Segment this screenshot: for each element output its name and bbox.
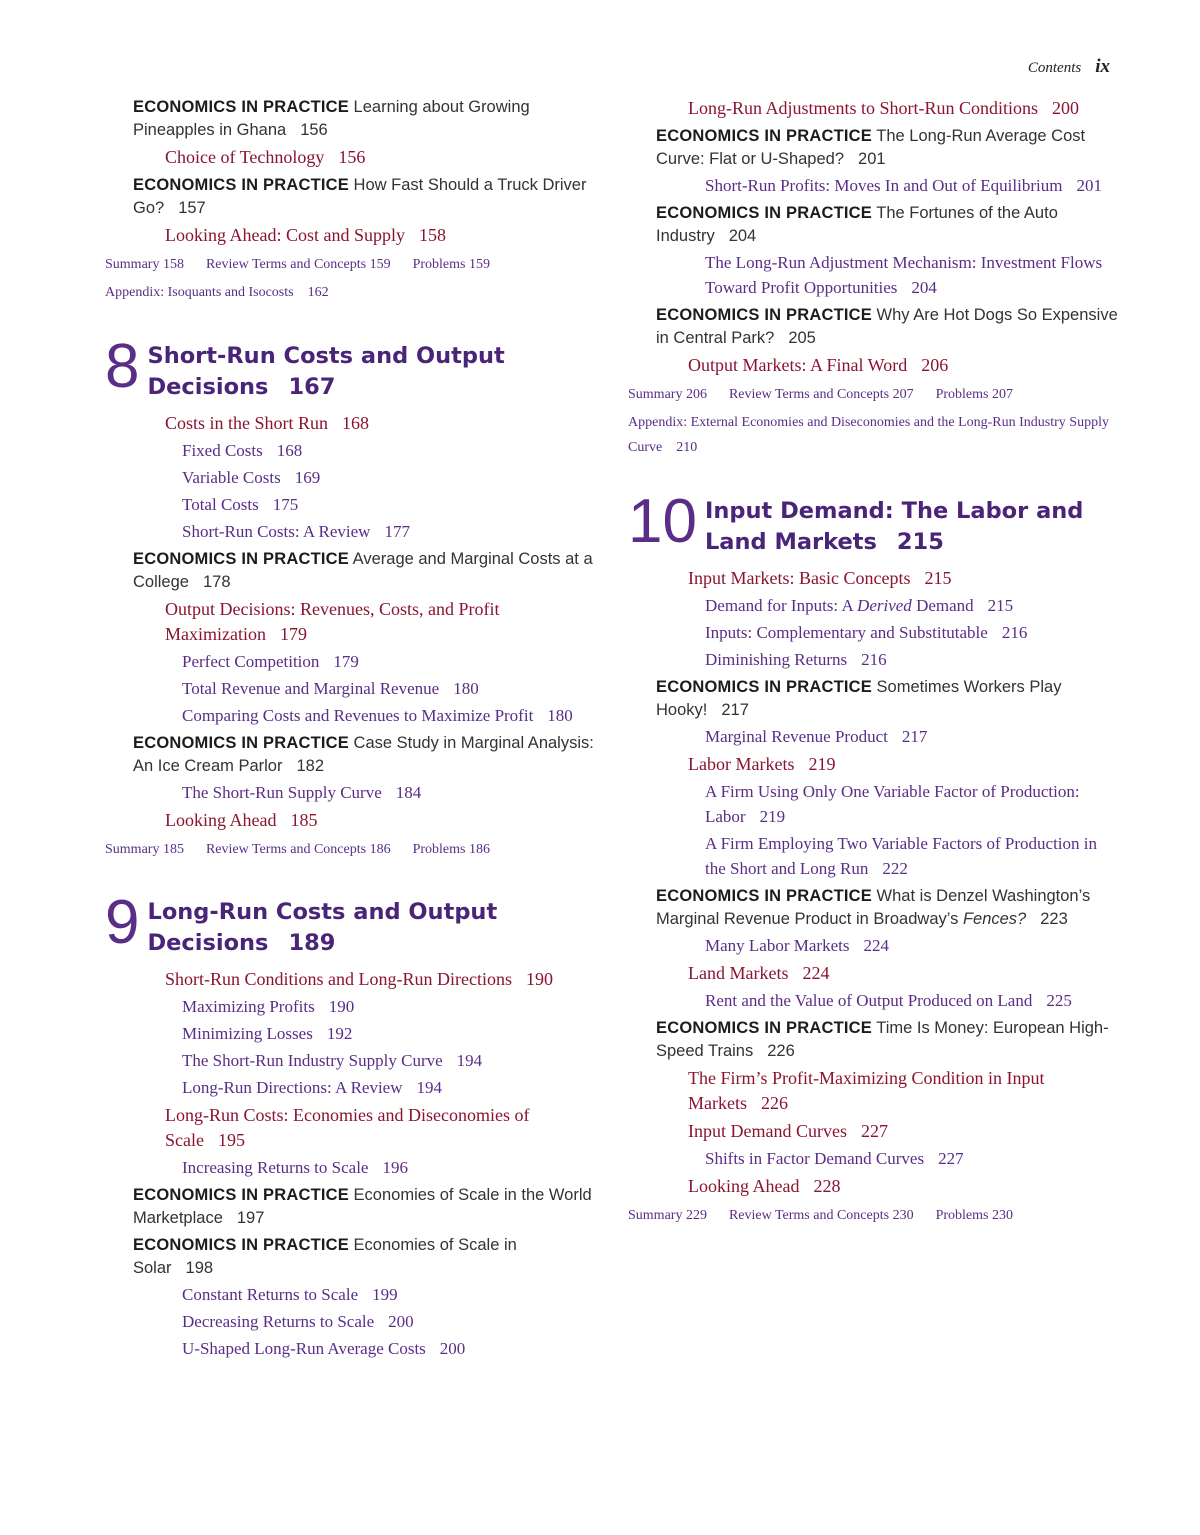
page-ref: 179 <box>333 652 359 671</box>
toc-subsection-entry[interactable] <box>182 1282 595 1307</box>
toc-section-entry[interactable] <box>165 223 595 248</box>
toc-section-entry[interactable] <box>688 566 1118 591</box>
entry-title: U-Shaped Long-Run Average Costs <box>182 1339 426 1358</box>
toc-section-entry[interactable] <box>165 597 595 647</box>
end-matter-link[interactable]: Summary 206 <box>628 387 707 402</box>
entry-title: Input Markets: Basic Concepts <box>688 568 911 588</box>
chapter-heading[interactable] <box>628 487 1118 558</box>
entry-title: Appendix: Isoquants and Isocosts <box>105 285 294 300</box>
page-ref: 215 <box>924 568 952 588</box>
chapter-title: Input Demand: The Labor and Land Markets <box>704 498 1084 555</box>
end-matter-link[interactable]: Review Terms and Concepts 159 <box>205 257 391 272</box>
chapter-end-matter <box>628 384 1118 406</box>
toc-section-entry[interactable] <box>688 1066 1118 1116</box>
page-ref: 158 <box>419 225 446 245</box>
toc-section-entry[interactable] <box>688 353 1118 378</box>
entry-title: Demand <box>911 596 974 615</box>
entry-title: A Firm Employing Two Variable Factors of Production in the Short and Long Run <box>705 834 1097 878</box>
entry-title: Rent and the Value of Output Produced on Land <box>705 991 1033 1010</box>
feature-tag: ECONOMICS IN PRACTICE <box>656 204 872 222</box>
page-ref: 194 <box>456 1051 483 1070</box>
end-matter-link[interactable]: Review Terms and Concepts 207 <box>728 387 914 402</box>
entry-title: Output Markets: A Final Word <box>688 355 908 375</box>
entry-title: What is Denzel Washington’s Marginal Revenue Product in Broadway’s <box>656 887 1091 928</box>
entry-title: Looking Ahead <box>165 810 277 830</box>
toc-right-column <box>628 96 1118 1227</box>
entry-title: Minimizing Losses <box>182 1024 313 1043</box>
toc-subsection-entry[interactable] <box>182 780 595 805</box>
toc-subsection-entry[interactable] <box>182 649 595 674</box>
page-ref: 227 <box>860 1121 888 1141</box>
entry-title: Economies of Scale in the World Marketplace <box>133 1186 592 1227</box>
chapter-number: 10 <box>628 487 697 556</box>
toc-section-entry[interactable] <box>688 961 1118 986</box>
toc-subsection-entry[interactable] <box>705 779 1118 829</box>
feature-tag: ECONOMICS IN PRACTICE <box>656 127 872 145</box>
chapter-title: Short-Run Costs and Output Decisions <box>147 343 505 400</box>
toc-feature-entry[interactable] <box>656 304 1118 350</box>
page-ref: 182 <box>296 757 324 775</box>
toc-appendix-entry[interactable] <box>628 410 1118 460</box>
entry-title: Labor Markets <box>688 754 795 774</box>
page-ref: 168 <box>276 441 303 460</box>
page-ref: 157 <box>178 199 206 217</box>
page-ref: 227 <box>938 1149 964 1168</box>
page-ref: 180 <box>453 679 479 698</box>
entry-title: Looking Ahead: Cost and Supply <box>165 225 405 245</box>
entry-title: Short-Run Costs: A Review <box>182 522 371 541</box>
page-ref: 228 <box>813 1176 841 1196</box>
entry-title: Economies of Scale in Solar <box>133 1236 517 1277</box>
chapter-end-matter <box>628 1205 1118 1227</box>
chapter-title-block <box>147 895 595 959</box>
page-ref: 216 <box>861 650 887 669</box>
toc-subsection-entry[interactable] <box>182 676 595 701</box>
toc-subsection-entry[interactable] <box>182 994 595 1019</box>
feature-tag: ECONOMICS IN PRACTICE <box>133 1186 349 1204</box>
entry-title: Increasing Returns to Scale <box>182 1158 369 1177</box>
entry-title: Costs in the Short Run <box>165 413 329 433</box>
entry-title: The Fortunes of the Auto Industry <box>656 204 1058 245</box>
page-ref: 190 <box>525 969 553 989</box>
toc-subsection-entry[interactable] <box>705 724 1118 749</box>
entry-title: Decreasing Returns to Scale <box>182 1312 375 1331</box>
running-head-label: Contents <box>1027 60 1082 76</box>
entry-title: Case Study in Marginal Analysis: An Ice Cream Parlor <box>133 734 594 775</box>
toc-subsection-entry[interactable] <box>182 703 595 728</box>
toc-left-column <box>105 96 595 1361</box>
entry-title: Comparing Costs and Revenues to Maximize Profit <box>182 706 534 725</box>
entry-title: Variable Costs <box>182 468 281 487</box>
entry-title: Choice of Technology <box>165 147 325 167</box>
toc-feature-entry[interactable] <box>656 1017 1118 1063</box>
toc-subsection-entry[interactable] <box>705 988 1118 1013</box>
page-ref: 224 <box>802 963 830 983</box>
page-ref: 175 <box>272 495 299 514</box>
end-matter-link[interactable]: Review Terms and Concepts 230 <box>728 1208 914 1223</box>
entry-title: The Short-Run Supply Curve <box>182 783 382 802</box>
page-ref: 219 <box>759 807 786 826</box>
toc-feature-entry[interactable] <box>656 676 1118 722</box>
toc-section-entry[interactable] <box>688 96 1118 121</box>
toc-subsection-entry[interactable] <box>705 173 1118 198</box>
page-ref: 226 <box>760 1093 788 1113</box>
page-ref: 179 <box>279 624 307 644</box>
toc-subsection-entry[interactable] <box>182 465 595 490</box>
page-ref: 204 <box>911 278 937 297</box>
toc-subsection-entry[interactable] <box>705 647 1118 672</box>
toc-subsection-entry[interactable] <box>182 1048 595 1073</box>
entry-title: Output Decisions: Revenues, Costs, and Profit Maximization <box>165 599 500 644</box>
toc-subsection-entry[interactable] <box>705 933 1118 958</box>
page-ref: 225 <box>1046 991 1072 1010</box>
toc-feature-entry[interactable] <box>133 96 595 142</box>
page-ref: 156 <box>300 121 328 139</box>
entry-title: How Fast Should a Truck Driver Go? <box>133 176 587 217</box>
chapter-number: 8 <box>105 332 140 401</box>
page-ref: 215 <box>896 529 944 555</box>
entry-title: Constant Returns to Scale <box>182 1285 359 1304</box>
toc-subsection-entry[interactable] <box>705 620 1118 645</box>
entry-title: Why Are Hot Dogs So Expensive in Central Park? <box>656 306 1118 347</box>
chapter-heading[interactable] <box>105 332 595 403</box>
entry-title: Perfect Competition <box>182 652 320 671</box>
page-ref: 205 <box>788 329 816 347</box>
entry-title: Learning about Growing Pineapples in Ghana <box>133 98 530 139</box>
chapter-end-matter <box>105 254 595 276</box>
page-ref: 206 <box>921 355 949 375</box>
toc-feature-entry[interactable] <box>656 202 1118 248</box>
page-ref: 216 <box>1001 623 1028 642</box>
feature-tag: ECONOMICS IN PRACTICE <box>133 550 349 568</box>
entry-title: Demand for Inputs: A <box>705 596 858 615</box>
feature-tag: ECONOMICS IN PRACTICE <box>133 1236 349 1254</box>
toc-section-entry[interactable] <box>165 145 595 170</box>
toc-subsection-entry[interactable] <box>182 438 595 463</box>
page-ref: 198 <box>185 1259 214 1277</box>
entry-title: The Long-Run Average Cost Curve: Flat or U-Shaped? <box>656 127 1086 168</box>
entry-title: Maximizing Profits <box>182 997 315 1016</box>
entry-title: Long-Run Adjustments to Short-Run Conditions <box>688 98 1039 118</box>
toc-section-entry[interactable] <box>688 1119 1118 1144</box>
toc-subsection-entry[interactable] <box>182 1155 595 1180</box>
page-ref: 200 <box>388 1312 414 1331</box>
toc-section-entry[interactable] <box>165 411 595 436</box>
chapter-title-block <box>705 494 1118 558</box>
end-matter-link[interactable]: Review Terms and Concepts 186 <box>205 842 391 857</box>
feature-tag: ECONOMICS IN PRACTICE <box>133 176 349 194</box>
entry-title: Long-Run Directions: A Review <box>182 1078 403 1097</box>
toc-appendix-entry[interactable] <box>105 280 595 305</box>
page-ref: 162 <box>307 285 329 300</box>
page-ref: 177 <box>384 522 410 541</box>
toc-subsection-entry[interactable] <box>705 250 1118 300</box>
chapter-end-matter <box>105 839 595 861</box>
entry-title: The Short-Run Industry Supply Curve <box>182 1051 443 1070</box>
toc-feature-entry[interactable] <box>656 885 1118 931</box>
page-ref: 190 <box>328 997 355 1016</box>
page-ref: 200 <box>1052 98 1080 118</box>
page-ref: 201 <box>858 150 886 168</box>
feature-tag: ECONOMICS IN PRACTICE <box>656 1019 872 1037</box>
page-ref: 189 <box>288 930 336 956</box>
toc-subsection-entry[interactable] <box>182 492 595 517</box>
page-ref: 223 <box>1040 910 1068 928</box>
toc-section-entry[interactable] <box>688 752 1118 777</box>
chapter-title: Long-Run Costs and Output Decisions <box>147 899 498 956</box>
feature-tag: ECONOMICS IN PRACTICE <box>656 887 872 905</box>
page-ref: 195 <box>217 1130 245 1150</box>
page-ref: 210 <box>676 440 698 455</box>
entry-title: Sometimes Workers Play Hooky! <box>656 678 1062 719</box>
toc-feature-entry[interactable] <box>133 732 595 778</box>
entry-title: The Long-Run Adjustment Mechanism: Investment Flows Toward Profit Opportunities <box>705 253 1103 297</box>
toc-feature-entry[interactable] <box>133 174 595 220</box>
page-ref: 178 <box>202 573 231 591</box>
entry-title: The Firm’s Profit-Maximizing Condition in Input Markets <box>688 1068 1045 1113</box>
chapter-title-block <box>147 339 595 403</box>
entry-title: Input Demand Curves <box>688 1121 847 1141</box>
toc-subsection-entry[interactable] <box>182 1336 595 1361</box>
toc-subsection-entry[interactable] <box>182 519 595 544</box>
entry-title: A Firm Using Only One Variable Factor of Production: Labor <box>705 782 1080 826</box>
toc-section-entry[interactable] <box>688 1174 1118 1199</box>
entry-title: Short-Run Conditions and Long-Run Directions <box>165 969 512 989</box>
page-ref: 201 <box>1076 176 1102 195</box>
toc-subsection-entry[interactable] <box>182 1075 595 1100</box>
toc-subsection-entry[interactable] <box>705 1146 1118 1171</box>
entry-title: Diminishing Returns <box>705 650 848 669</box>
end-matter-link[interactable]: Summary 229 <box>628 1208 707 1223</box>
toc-subsection-entry[interactable] <box>182 1021 595 1046</box>
entry-title: Looking Ahead <box>688 1176 800 1196</box>
entry-title: Fixed Costs <box>182 441 263 460</box>
page-ref: 226 <box>767 1042 795 1060</box>
entry-title: Total Revenue and Marginal Revenue <box>182 679 440 698</box>
page-ref: 167 <box>288 374 336 400</box>
page-ref: 196 <box>382 1158 408 1177</box>
entry-title: Time Is Money: European High-Speed Trains <box>656 1019 1109 1060</box>
page-ref: 180 <box>547 706 573 725</box>
entry-title: Appendix: External Economies and Diseconomies and the Long-Run Industry Supply Curve <box>628 415 1109 455</box>
entry-title: Long-Run Costs: Economies and Diseconomies of Scale <box>165 1105 530 1150</box>
page-ref: 215 <box>987 596 1014 615</box>
entry-title: Marginal Revenue Product <box>705 727 888 746</box>
page-ref: 197 <box>236 1209 265 1227</box>
page-ref: 224 <box>863 936 889 955</box>
end-matter-link[interactable]: Summary 158 <box>105 257 184 272</box>
end-matter-link[interactable]: Problems 207 <box>935 387 1013 402</box>
toc-section-entry[interactable] <box>165 967 595 992</box>
page-ref: 217 <box>901 727 928 746</box>
page-number: ix <box>1095 56 1110 77</box>
page-ref: 185 <box>290 810 318 830</box>
chapter-heading[interactable] <box>105 888 595 959</box>
feature-tag: ECONOMICS IN PRACTICE <box>133 734 349 752</box>
page-ref: 184 <box>395 783 422 802</box>
toc-feature-entry[interactable] <box>133 1234 595 1280</box>
page-ref: 219 <box>808 754 836 774</box>
page-ref: 168 <box>342 413 370 433</box>
page-ref: 222 <box>882 859 908 878</box>
page-ref: 192 <box>326 1024 353 1043</box>
end-matter-link[interactable]: Problems 186 <box>412 842 490 857</box>
toc-feature-entry[interactable] <box>133 1184 595 1230</box>
end-matter-link[interactable]: Summary 185 <box>105 842 184 857</box>
toc-subsection-entry[interactable] <box>705 593 1118 618</box>
entry-title: Shifts in Factor Demand Curves <box>705 1149 925 1168</box>
end-matter-link[interactable]: Problems 159 <box>412 257 490 272</box>
toc-subsection-entry[interactable] <box>705 831 1118 881</box>
entry-title: Average and Marginal Costs at a College <box>133 550 593 591</box>
entry-title-italic: Fences? <box>962 910 1027 928</box>
toc-section-entry[interactable] <box>165 1103 595 1153</box>
page-ref: 194 <box>416 1078 443 1097</box>
toc-subsection-entry[interactable] <box>182 1309 595 1334</box>
entry-title: Land Markets <box>688 963 789 983</box>
page-ref: 199 <box>372 1285 398 1304</box>
page-ref: 200 <box>439 1339 466 1358</box>
feature-tag: ECONOMICS IN PRACTICE <box>656 306 872 324</box>
feature-tag: ECONOMICS IN PRACTICE <box>133 98 349 116</box>
entry-title: Many Labor Markets <box>705 936 850 955</box>
page-ref: 204 <box>728 227 757 245</box>
entry-title: Short-Run Profits: Moves In and Out of Equilibrium <box>705 176 1063 195</box>
end-matter-link[interactable]: Problems 230 <box>935 1208 1013 1223</box>
page-ref: 169 <box>294 468 321 487</box>
toc-feature-entry[interactable] <box>133 548 595 594</box>
chapter-number: 9 <box>105 888 140 957</box>
toc-section-entry[interactable] <box>165 808 595 833</box>
toc-feature-entry[interactable] <box>656 125 1118 171</box>
entry-title: Inputs: Complementary and Substitutable <box>705 623 988 642</box>
feature-tag: ECONOMICS IN PRACTICE <box>656 678 872 696</box>
page-ref: 156 <box>338 147 366 167</box>
entry-title: Total Costs <box>182 495 259 514</box>
entry-title-italic: Derived <box>857 596 912 615</box>
running-head <box>1028 56 1110 78</box>
page-ref: 217 <box>721 701 749 719</box>
